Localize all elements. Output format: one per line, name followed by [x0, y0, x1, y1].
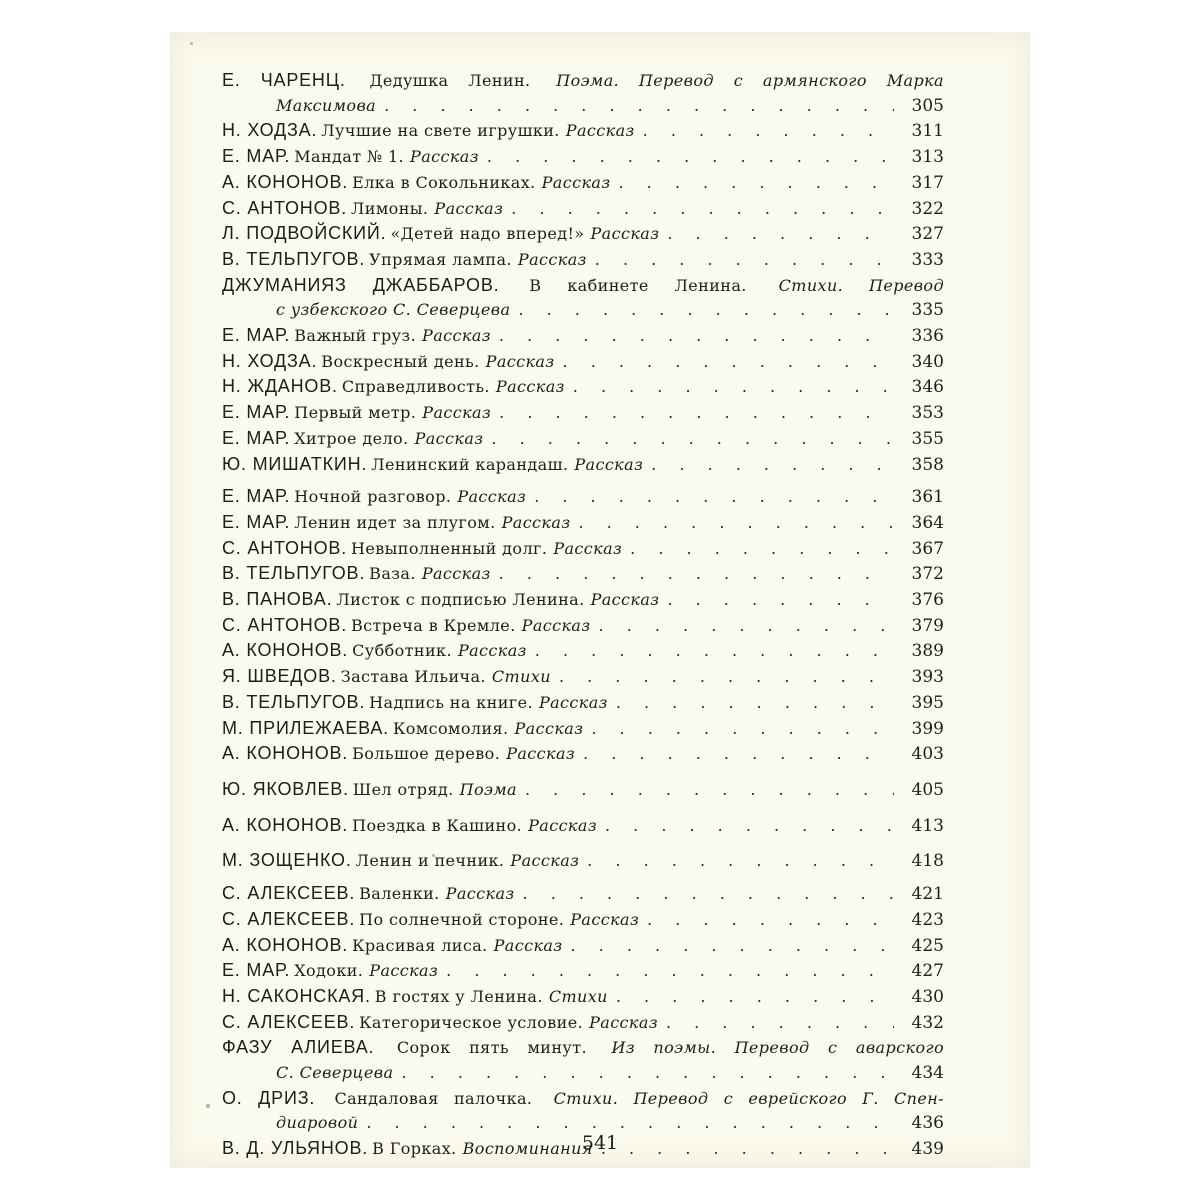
- toc-entry-line: [222, 907, 944, 933]
- toc-kind: Из поэмы. Перевод с аварского: [611, 1038, 944, 1058]
- toc-entry-line: [222, 400, 944, 426]
- toc-entry-line: [222, 118, 944, 144]
- toc-kind: Рассказ: [517, 249, 587, 269]
- toc-page-number: 317: [911, 172, 944, 193]
- toc-title: Сандаловая палочка.: [334, 1088, 533, 1108]
- toc-kind: Рассказ: [410, 147, 479, 167]
- toc-entry: [222, 196, 944, 222]
- toc-title: Хитрое дело.: [294, 428, 409, 448]
- toc-kind: Рассказ: [538, 692, 608, 712]
- toc-kind: Рассказ: [485, 351, 555, 371]
- toc-entry-continuation: [222, 298, 944, 323]
- toc-entry: [222, 170, 944, 196]
- toc-author: С. АЛЕКСЕЕВ.: [222, 1011, 356, 1032]
- dot-leader: [559, 665, 894, 690]
- toc-entry: [222, 984, 944, 1010]
- toc-entry-continuation: [222, 1061, 944, 1086]
- toc-author: Е. МАР.: [222, 402, 291, 423]
- toc-kind: Рассказ: [590, 590, 660, 610]
- toc-page-number: 322: [911, 198, 944, 219]
- toc-entry-line: [222, 777, 944, 803]
- table-of-contents: [222, 68, 944, 1162]
- dot-leader: [384, 94, 894, 119]
- toc-entry: [222, 638, 944, 664]
- toc-entry-line: [222, 196, 944, 222]
- toc-kind: Рассказ: [422, 326, 491, 346]
- toc-entry-first-line: [222, 68, 944, 94]
- toc-page-number: 421: [911, 884, 944, 905]
- toc-entry: [222, 716, 944, 742]
- toc-kind: Рассказ: [553, 538, 623, 558]
- toc-entry-first-line: [222, 273, 944, 299]
- toc-page-number: 430: [911, 986, 944, 1007]
- toc-title: Застава Ильича.: [340, 667, 486, 687]
- toc-page-number: 364: [911, 512, 944, 533]
- toc-entry: [222, 664, 944, 690]
- toc-author: ДЖУМАНИЯЗ ДЖАББАРОВ.: [222, 274, 500, 295]
- toc-entry: [222, 933, 944, 959]
- toc-author: ФАЗУ АЛИЕВА.: [222, 1037, 375, 1058]
- toc-author: Н. САКОНСКАЯ.: [222, 985, 371, 1006]
- toc-page-number: 355: [911, 428, 944, 449]
- book-page: [170, 32, 1030, 1168]
- dot-leader: [616, 691, 894, 716]
- toc-entry: [222, 247, 944, 273]
- toc-page-number: 432: [911, 1012, 944, 1033]
- toc-kind: Рассказ: [434, 198, 504, 218]
- toc-page-number: 367: [911, 538, 944, 559]
- toc-kind: Рассказ: [528, 815, 597, 835]
- toc-author: А. КОНОНОВ.: [222, 814, 349, 835]
- toc-author: А. КОНОНОВ.: [222, 640, 349, 661]
- toc-entry: [222, 68, 944, 118]
- toc-entry: [222, 374, 944, 400]
- paper-speck: [190, 42, 193, 45]
- toc-entry: [222, 1086, 944, 1136]
- toc-entry-line: [222, 664, 944, 690]
- toc-title: Ваза.: [369, 564, 416, 584]
- toc-title: Первый метр.: [294, 403, 417, 423]
- toc-kind: Рассказ: [521, 615, 591, 635]
- toc-page-number: 427: [911, 961, 944, 982]
- toc-kind: Рассказ: [565, 121, 635, 141]
- toc-title: Встреча в Кремле.: [351, 615, 516, 635]
- toc-entry-line: [222, 984, 944, 1010]
- toc-title: Упрямая лампа.: [369, 249, 512, 269]
- dot-leader: [491, 427, 894, 452]
- toc-title: Шел отряд.: [352, 779, 454, 799]
- toc-kind: Рассказ: [541, 172, 611, 192]
- toc-page-number: 376: [911, 590, 944, 611]
- dot-leader: [499, 324, 894, 349]
- toc-author: Н. ХОДЗА.: [222, 120, 318, 141]
- toc-title: Ленин идет за плугом.: [294, 512, 496, 532]
- toc-page-number: 393: [911, 667, 944, 688]
- dot-leader: [518, 298, 894, 323]
- toc-page-number: 439: [911, 1139, 944, 1160]
- toc-entry: [222, 1010, 944, 1036]
- toc-title: Большое дерево.: [352, 744, 501, 764]
- toc-kind: Рассказ: [510, 851, 580, 871]
- dot-leader: [599, 614, 894, 639]
- toc-entry: [222, 881, 944, 907]
- toc-author: С. АНТОНОВ.: [222, 537, 348, 558]
- toc-page-number: 372: [911, 564, 944, 585]
- toc-kind: Рассказ: [570, 909, 640, 929]
- toc-kind-cont: диаровой: [276, 1113, 359, 1133]
- toc-author: Е. МАР.: [222, 960, 291, 981]
- toc-entry-line: [222, 741, 944, 767]
- toc-page-number: 434: [911, 1063, 944, 1084]
- toc-title: Лучшие на свете игрушки.: [321, 121, 560, 141]
- toc-author: В. ПАНОВА.: [222, 589, 333, 610]
- toc-page-number: 418: [911, 851, 944, 872]
- toc-kind: Стихи: [491, 667, 551, 687]
- dot-leader: [587, 849, 894, 874]
- toc-title: Комсомолия.: [392, 718, 509, 738]
- dot-leader: [616, 985, 894, 1010]
- toc-page-number: 358: [911, 454, 944, 475]
- toc-author: Е. МАР.: [222, 486, 291, 507]
- toc-page-number: 403: [911, 744, 944, 765]
- toc-entry-line: [222, 247, 944, 273]
- toc-entry: [222, 221, 944, 247]
- toc-page-number: 346: [911, 377, 944, 398]
- toc-kind-cont: с узбекского С. Северцева: [276, 300, 511, 320]
- dot-leader: [535, 639, 894, 664]
- toc-title: Субботник.: [352, 641, 452, 661]
- toc-kind-cont: Максимова: [276, 95, 377, 115]
- toc-title: Важный груз.: [294, 326, 417, 346]
- toc-author: С. АНТОНОВ.: [222, 197, 348, 218]
- toc-title: Листок с подписью Ленина.: [336, 590, 585, 610]
- toc-author: С. АНТОНОВ.: [222, 614, 348, 635]
- page-number-footer: 541: [581, 1132, 619, 1154]
- toc-page-number: 379: [911, 615, 944, 636]
- toc-entry-line: [222, 323, 944, 349]
- toc-entry: [222, 118, 944, 144]
- toc-kind: Стихи: [548, 986, 608, 1006]
- toc-entry: [222, 1035, 944, 1085]
- dot-leader: [667, 222, 894, 247]
- toc-entry-line: [222, 561, 944, 587]
- toc-author: М. ЗОЩЕНКО.: [222, 850, 352, 871]
- toc-kind: Стихи. Перевод: [778, 275, 944, 295]
- toc-entry: [222, 813, 944, 839]
- toc-author: О. ДРИЗ.: [222, 1087, 316, 1108]
- toc-page-number: 425: [911, 935, 944, 956]
- toc-title: В гостях у Ленина.: [374, 986, 543, 1006]
- toc-entry: [222, 400, 944, 426]
- toc-entry: [222, 426, 944, 452]
- toc-entry-line: [222, 958, 944, 984]
- toc-author: А. КОНОНОВ.: [222, 934, 349, 955]
- toc-title: В кабинете Ленина.: [529, 275, 747, 295]
- toc-author: Ю. МИШАТКИН.: [222, 453, 368, 474]
- toc-kind: Рассказ: [457, 641, 527, 661]
- toc-title: Поездка в Кашино.: [352, 815, 523, 835]
- toc-page-number: 423: [911, 909, 944, 930]
- dot-leader: [571, 934, 895, 959]
- toc-entry-line: [222, 587, 944, 613]
- toc-author: Е. МАР.: [222, 146, 291, 167]
- toc-entry: [222, 323, 944, 349]
- toc-entry: [222, 561, 944, 587]
- toc-entry-first-line: [222, 1086, 944, 1112]
- toc-kind: Рассказ: [445, 884, 515, 904]
- toc-author: Н. ХОДЗА.: [222, 350, 318, 371]
- toc-entry-continuation: [222, 94, 944, 119]
- toc-kind: Рассказ: [414, 428, 484, 448]
- toc-entry-line: [222, 170, 944, 196]
- toc-entry: [222, 510, 944, 536]
- dot-leader: [499, 562, 894, 587]
- toc-author: Ю. ЯКОВЛЕВ.: [222, 778, 349, 799]
- toc-author: В. Д. УЛЬЯНОВ.: [222, 1138, 369, 1159]
- toc-entry-first-line: [222, 1035, 944, 1061]
- toc-page-number: 405: [911, 779, 944, 800]
- toc-kind: Рассказ: [506, 744, 576, 764]
- toc-title: Ленинский карандаш.: [371, 454, 569, 474]
- dot-leader: [651, 453, 894, 478]
- toc-entry-line: [222, 536, 944, 562]
- toc-title: Сорок пять минут.: [396, 1038, 587, 1058]
- toc-page-number: 353: [911, 403, 944, 424]
- dot-leader: [401, 1061, 894, 1086]
- toc-title: В Горках.: [372, 1139, 457, 1159]
- toc-author: Е. ЧАРЕНЦ.: [222, 70, 346, 90]
- toc-title: Воскресный день.: [321, 351, 480, 371]
- toc-author: А. КОНОНОВ.: [222, 743, 349, 764]
- toc-title: Невыполненный долг.: [351, 538, 548, 558]
- toc-title: Ленин и печник.: [355, 851, 505, 871]
- toc-entry-line: [222, 848, 944, 874]
- toc-title: Надпись на книге.: [369, 692, 533, 712]
- toc-entry-line: [222, 144, 944, 170]
- toc-entry-line: [222, 933, 944, 959]
- toc-kind: Рассказ: [574, 454, 644, 474]
- toc-entry: [222, 587, 944, 613]
- toc-kind: Поэма. Перевод с армянского Марка: [556, 71, 944, 90]
- toc-author: Н. ЖДАНОВ.: [222, 376, 338, 397]
- toc-kind: Рассказ: [589, 1012, 658, 1032]
- toc-author: С. АЛЕКСЕЕВ.: [222, 883, 356, 904]
- dot-leader: [643, 119, 894, 144]
- toc-title: По солнечной стороне.: [359, 909, 565, 929]
- toc-kind-cont: С. Северцева: [276, 1063, 394, 1083]
- dot-leader: [573, 375, 894, 400]
- toc-page-number: 311: [911, 121, 944, 142]
- toc-entry: [222, 536, 944, 562]
- dot-leader: [666, 1011, 894, 1036]
- dot-leader: [525, 778, 894, 803]
- toc-title: Ходоки.: [294, 961, 364, 981]
- dot-leader: [446, 959, 894, 984]
- toc-page-number: 361: [911, 487, 944, 508]
- toc-page-number: 305: [911, 95, 944, 116]
- toc-author: В. ТЕЛЬПУГОВ.: [222, 248, 366, 269]
- dot-leader: [499, 401, 894, 426]
- toc-page-number: 399: [911, 718, 944, 739]
- toc-entry-line: [222, 510, 944, 536]
- toc-author: Е. МАР.: [222, 325, 291, 346]
- toc-entry: [222, 690, 944, 716]
- toc-page-number: 327: [911, 224, 944, 245]
- toc-author: М. ПРИЛЕЖАЕВА.: [222, 717, 389, 738]
- toc-title: Категорическое условие.: [359, 1012, 584, 1032]
- toc-page-number: 313: [911, 147, 944, 168]
- dot-leader: [511, 197, 894, 222]
- toc-kind: Рассказ: [493, 935, 563, 955]
- toc-page-number: 340: [911, 351, 944, 372]
- toc-author: Л. ПОДВОЙСКИЙ.: [222, 223, 387, 244]
- toc-entry: [222, 349, 944, 375]
- dot-leader: [619, 171, 895, 196]
- toc-title: Лимоны.: [351, 198, 429, 218]
- toc-kind: Стихи. Перевод с еврейского Г. Спен-: [553, 1088, 944, 1108]
- toc-entry-line: [222, 690, 944, 716]
- toc-entry: [222, 848, 944, 874]
- toc-entry-line: [222, 349, 944, 375]
- toc-entry: [222, 273, 944, 323]
- toc-title: «Детей надо вперед!»: [390, 224, 585, 244]
- dot-leader: [605, 814, 894, 839]
- toc-entry-line: [222, 452, 944, 478]
- toc-kind: Рассказ: [421, 564, 491, 584]
- toc-author: С. АЛЕКСЕЕВ.: [222, 908, 356, 929]
- toc-entry-line: [222, 484, 944, 510]
- toc-title: Дедушка Ленин.: [369, 71, 531, 90]
- toc-kind: Рассказ: [457, 487, 527, 507]
- dot-leader: [583, 742, 894, 767]
- toc-kind: Рассказ: [514, 718, 584, 738]
- toc-entry: [222, 958, 944, 984]
- toc-title: Мандат № 1.: [294, 147, 405, 167]
- dot-leader: [578, 511, 894, 536]
- dot-leader: [591, 717, 894, 742]
- dot-leader: [534, 485, 894, 510]
- toc-page-number: 395: [911, 692, 944, 713]
- dot-leader: [667, 588, 894, 613]
- dot-leader: [523, 882, 894, 907]
- dot-leader: [630, 537, 894, 562]
- dot-leader: [647, 908, 894, 933]
- toc-entry: [222, 613, 944, 639]
- toc-kind: Рассказ: [495, 377, 565, 397]
- toc-entry: [222, 777, 944, 803]
- dot-leader: [563, 350, 894, 375]
- toc-entry-line: [222, 221, 944, 247]
- toc-kind: Воспоминания: [462, 1139, 593, 1159]
- toc-entry: [222, 907, 944, 933]
- toc-entry: [222, 741, 944, 767]
- toc-title: Елка в Сокольниках.: [352, 172, 536, 192]
- toc-title: Ночной разговор.: [294, 487, 452, 507]
- toc-page-number: 436: [911, 1113, 944, 1134]
- toc-entry-line: [222, 374, 944, 400]
- toc-title: Справедливость.: [341, 377, 490, 397]
- toc-author: Е. МАР.: [222, 511, 291, 532]
- toc-author: В. ТЕЛЬПУГОВ.: [222, 563, 366, 584]
- toc-kind: Рассказ: [422, 403, 492, 423]
- toc-title: Красивая лиса.: [352, 935, 488, 955]
- toc-page-number: 413: [911, 815, 944, 836]
- toc-kind: Рассказ: [501, 512, 571, 532]
- toc-entry-line: [222, 813, 944, 839]
- toc-entry-line: [222, 716, 944, 742]
- toc-entry: [222, 144, 944, 170]
- paper-speck: [206, 1104, 210, 1108]
- toc-page-number: 333: [911, 249, 944, 270]
- toc-title: Валенки.: [359, 884, 440, 904]
- toc-entry-line: [222, 638, 944, 664]
- toc-entry-line: [222, 881, 944, 907]
- toc-entry: [222, 452, 944, 478]
- toc-page-number: 389: [911, 641, 944, 662]
- toc-entry-line: [222, 1010, 944, 1036]
- toc-entry-line: [222, 613, 944, 639]
- toc-author: Е. МАР.: [222, 427, 291, 448]
- toc-author: Я. ШВЕДОВ.: [222, 666, 337, 687]
- toc-kind: Рассказ: [369, 961, 439, 981]
- toc-author: А. КОНОНОВ.: [222, 171, 349, 192]
- toc-kind: Рассказ: [590, 224, 660, 244]
- dot-leader: [595, 248, 894, 273]
- toc-author: В. ТЕЛЬПУГОВ.: [222, 691, 366, 712]
- toc-entry-line: [222, 426, 944, 452]
- toc-page-number: 335: [911, 300, 944, 321]
- toc-kind: Поэма: [459, 779, 517, 799]
- toc-page-number: 336: [911, 326, 944, 347]
- dot-leader: [487, 145, 894, 170]
- toc-entry: [222, 484, 944, 510]
